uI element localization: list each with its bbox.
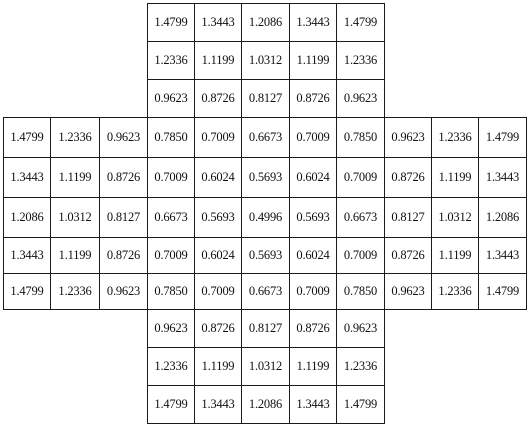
grid-cell: 1.3443 <box>194 3 242 42</box>
grid-cell: 1.2086 <box>241 385 290 424</box>
grid-cell: 0.9623 <box>384 273 432 310</box>
grid-cell: 1.2086 <box>241 3 290 42</box>
grid-cell: 0.7009 <box>289 273 337 310</box>
grid-cell: 0.9623 <box>147 79 195 118</box>
grid-cell: 1.2086 <box>3 197 51 238</box>
grid-cell: 0.7009 <box>194 273 242 310</box>
grid-cell: 0.5693 <box>289 197 337 238</box>
grid-cell: 1.1199 <box>50 237 100 274</box>
grid-cell: 1.1199 <box>431 157 479 198</box>
grid-cell: 0.8726 <box>99 237 148 274</box>
grid-cell: 1.1199 <box>50 157 100 198</box>
grid-cell: 0.6024 <box>289 237 337 274</box>
grid-cell: 0.9623 <box>336 309 385 348</box>
grid-cell: 1.1199 <box>431 237 479 274</box>
grid-cell: 0.7850 <box>147 117 195 158</box>
grid-cell: 1.1199 <box>194 41 242 80</box>
grid-cell: 0.8127 <box>241 309 290 348</box>
grid-cell: 0.8127 <box>241 79 290 118</box>
grid-cell: 0.9623 <box>99 117 148 158</box>
grid-cell: 0.7850 <box>147 273 195 310</box>
grid-cell: 0.6024 <box>194 237 242 274</box>
grid-cell: 1.2336 <box>336 41 385 80</box>
grid-cell: 0.7009 <box>147 157 195 198</box>
grid-cell: 0.7009 <box>147 237 195 274</box>
grid-cell: 0.8127 <box>384 197 432 238</box>
grid-cell: 1.2086 <box>478 197 527 238</box>
grid-cell: 1.1199 <box>289 41 337 80</box>
grid-cell: 0.5693 <box>194 197 242 238</box>
grid-cell: 0.8127 <box>99 197 148 238</box>
grid-cell: 0.7009 <box>194 117 242 158</box>
grid-cell: 1.0312 <box>50 197 100 238</box>
grid-cell: 1.0312 <box>241 347 290 386</box>
grid-cell: 1.1199 <box>289 347 337 386</box>
grid-cell: 1.2336 <box>147 347 195 386</box>
grid-cell: 1.2336 <box>50 273 100 310</box>
grid-cell: 1.4799 <box>478 273 527 310</box>
grid-cell: 1.2336 <box>431 273 479 310</box>
grid-cell: 1.4799 <box>147 385 195 424</box>
grid-cell: 1.3443 <box>478 157 527 198</box>
grid-cell: 1.3443 <box>289 3 337 42</box>
grid-cell: 0.5693 <box>241 237 290 274</box>
grid-cell: 0.8726 <box>384 157 432 198</box>
grid-cell: 1.2336 <box>50 117 100 158</box>
grid-cell: 0.8726 <box>384 237 432 274</box>
grid-cell: 0.8726 <box>289 309 337 348</box>
grid-cell: 0.6673 <box>336 197 385 238</box>
grid-cell: 0.9623 <box>336 79 385 118</box>
grid-cell: 0.5693 <box>241 157 290 198</box>
grid-cell: 0.6024 <box>289 157 337 198</box>
grid-cell: 0.8726 <box>194 309 242 348</box>
grid-cell: 0.6024 <box>194 157 242 198</box>
grid-cell: 0.9623 <box>99 273 148 310</box>
grid-cell: 1.0312 <box>241 41 290 80</box>
grid-cell: 0.8726 <box>289 79 337 118</box>
grid-cell: 0.7850 <box>336 273 385 310</box>
grid-cell: 1.3443 <box>478 237 527 274</box>
grid-cell: 0.4996 <box>241 197 290 238</box>
grid-cell: 0.6673 <box>147 197 195 238</box>
grid-cell: 1.1199 <box>194 347 242 386</box>
grid-cell: 0.6673 <box>241 273 290 310</box>
grid-cell: 1.4799 <box>478 117 527 158</box>
grid-cell: 1.4799 <box>3 273 51 310</box>
grid-cell: 0.9623 <box>384 117 432 158</box>
grid-cell: 0.8726 <box>194 79 242 118</box>
grid-cell: 1.4799 <box>336 3 385 42</box>
grid-cell: 1.2336 <box>147 41 195 80</box>
grid-cell: 1.4799 <box>3 117 51 158</box>
grid-cell: 1.3443 <box>3 157 51 198</box>
grid-cell: 1.4799 <box>147 3 195 42</box>
grid-cell: 1.4799 <box>336 385 385 424</box>
grid-cell: 0.7009 <box>336 237 385 274</box>
grid-cell: 1.3443 <box>289 385 337 424</box>
grid-cell: 0.7009 <box>336 157 385 198</box>
grid-cell: 1.2336 <box>336 347 385 386</box>
grid-cell: 0.8726 <box>99 157 148 198</box>
grid-cell: 1.3443 <box>3 237 51 274</box>
grid-cell: 1.3443 <box>194 385 242 424</box>
grid-cell: 1.0312 <box>431 197 479 238</box>
grid-cell: 0.7009 <box>289 117 337 158</box>
grid-cell: 0.9623 <box>147 309 195 348</box>
grid-cell: 0.7850 <box>336 117 385 158</box>
grid-cell: 0.6673 <box>241 117 290 158</box>
grid-cell: 1.2336 <box>431 117 479 158</box>
